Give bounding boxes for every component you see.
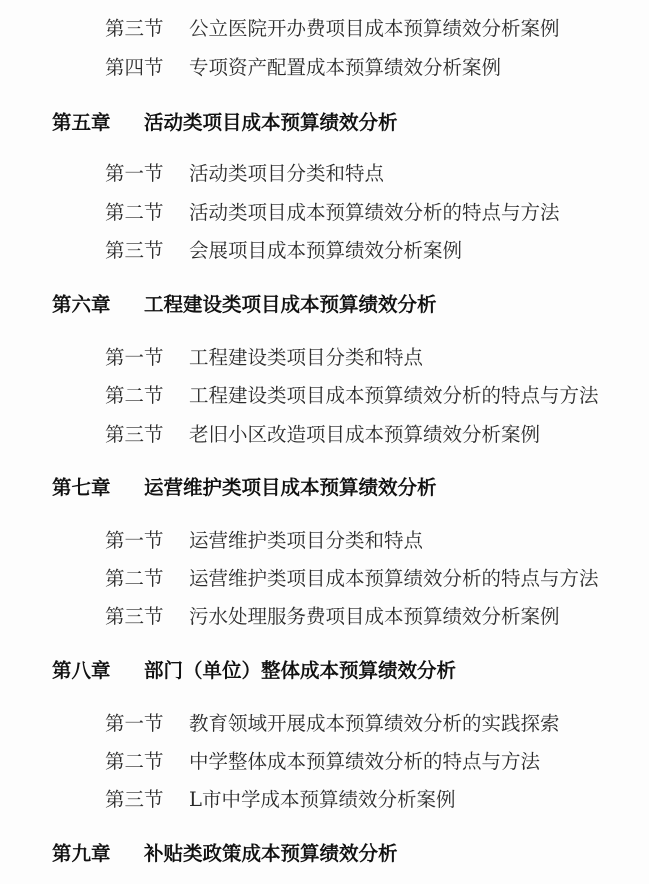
section-number: 第四节	[105, 56, 164, 79]
section-number: 第三节	[105, 423, 164, 446]
section-number: 第二节	[105, 567, 164, 590]
section-title: 中学整体成本预算绩效分析的特点与方法	[189, 750, 541, 773]
chapter-title: 部门（单位）整体成本预算绩效分析	[144, 659, 457, 682]
chapter-number: 第七章	[52, 476, 111, 499]
section-number: 第一节	[105, 529, 164, 552]
chapter-number: 第八章	[52, 659, 111, 682]
chapter-title: 补贴类政策成本预算绩效分析	[144, 842, 398, 865]
section-title: L市中学成本预算绩效分析案例	[189, 788, 456, 811]
section-number: 第三节	[105, 17, 164, 40]
section-title: 运营维护类项目成本预算绩效分析的特点与方法	[189, 567, 599, 590]
section-title: 工程建设类项目成本预算绩效分析的特点与方法	[189, 384, 599, 407]
chapter-number: 第九章	[52, 842, 111, 865]
chapter-number: 第六章	[52, 293, 111, 316]
section-title: 公立医院开办费项目成本预算绩效分析案例	[189, 17, 560, 40]
section-number: 第二节	[105, 201, 164, 224]
chapter-title: 运营维护类项目成本预算绩效分析	[144, 476, 437, 499]
section-title: 会展项目成本预算绩效分析案例	[189, 239, 463, 262]
section-title: 老旧小区改造项目成本预算绩效分析案例	[189, 423, 541, 446]
section-title: 专项资产配置成本预算绩效分析案例	[189, 56, 502, 79]
section-title: 运营维护类项目分类和特点	[189, 529, 424, 552]
section-number: 第一节	[105, 162, 164, 185]
section-number: 第三节	[105, 788, 164, 811]
section-number: 第三节	[105, 605, 164, 628]
section-title: 教育领域开展成本预算绩效分析的实践探索	[189, 712, 560, 735]
section-title: 工程建设类项目分类和特点	[189, 346, 424, 369]
chapter-number: 第五章	[52, 111, 111, 134]
section-number: 第二节	[105, 750, 164, 773]
section-title: 活动类项目成本预算绩效分析的特点与方法	[189, 201, 560, 224]
section-number: 第一节	[105, 712, 164, 735]
section-title: 污水处理服务费项目成本预算绩效分析案例	[189, 605, 560, 628]
section-number: 第一节	[105, 346, 164, 369]
chapter-title: 活动类项目成本预算绩效分析	[144, 111, 398, 134]
section-number: 第二节	[105, 384, 164, 407]
chapter-title: 工程建设类项目成本预算绩效分析	[144, 293, 437, 316]
section-title: 活动类项目分类和特点	[189, 162, 385, 185]
section-number: 第三节	[105, 239, 164, 262]
